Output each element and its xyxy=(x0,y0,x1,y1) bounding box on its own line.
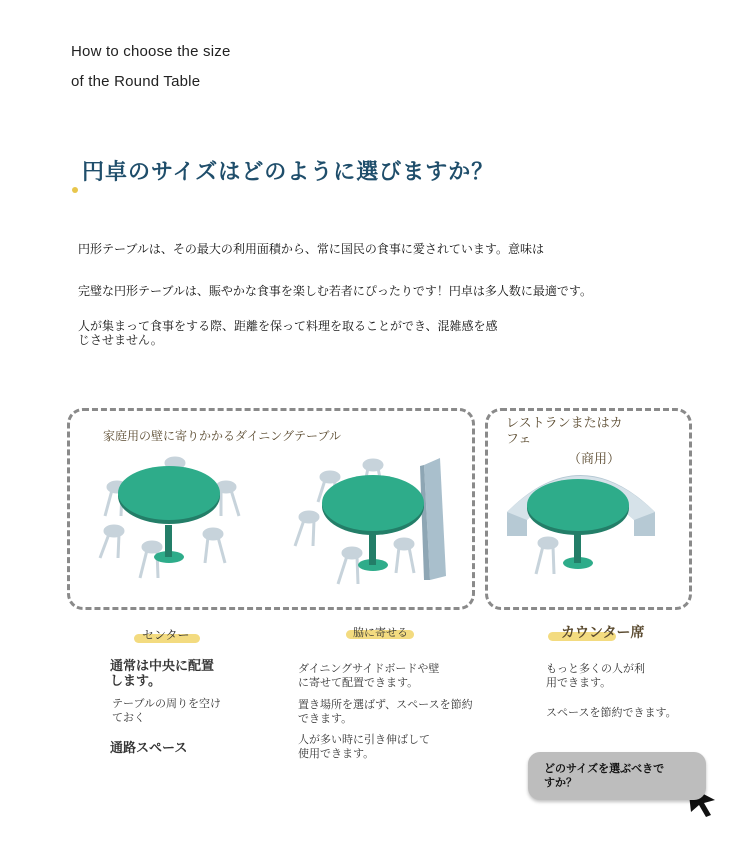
center-note-1-line2: します。 xyxy=(110,674,161,689)
choose-size-button-label xyxy=(544,762,694,790)
side-table xyxy=(322,475,424,571)
cta-line1: どのサイズを選ぶべきで xyxy=(544,762,665,775)
stool xyxy=(338,548,361,584)
side-note-2-line2: できます。 xyxy=(298,712,353,725)
center-note-2-line2: ておく xyxy=(112,711,145,724)
counter-note-1-line1: もっと多くの人が利 xyxy=(546,662,645,675)
side-note-3-line1: 人が多い時に引き伸ばして xyxy=(298,733,430,746)
commercial-sub-label: （商用） xyxy=(568,452,621,467)
caption-counter: カウンター席 xyxy=(561,625,645,641)
counter-stool xyxy=(536,538,557,574)
side-note-3-line2: 使用できます。 xyxy=(298,747,375,760)
center-note-1-line1: 通常は中央に配置 xyxy=(110,659,215,674)
paragraph-2: 完璧な円形テーブルは、賑やかな食事を楽しむ若者にぴったりです！円卓は多人数に最適です。 xyxy=(78,284,592,298)
center-note-1 xyxy=(110,659,214,689)
side-note-1-line1: ダイニングサイドボードや壁 xyxy=(298,662,440,675)
commercial-label-line1: レストランまたはカ xyxy=(506,416,623,431)
side-wall xyxy=(420,458,446,580)
caption-side: 脇に寄せる xyxy=(353,626,408,639)
center-note-3: 通路スペース xyxy=(110,741,188,756)
paragraph-1: 円形テーブルは、その最大の利用面積から、常に国民の食事に愛されています。意味は xyxy=(78,242,544,256)
cta-line2: すか？ xyxy=(544,776,577,789)
choose-size-button[interactable] xyxy=(528,752,706,800)
counter-table xyxy=(527,479,629,569)
page-title: 円卓のサイズはどのように選びますか？ xyxy=(82,160,495,185)
counter-note-1 xyxy=(546,662,645,690)
counter-note-2: スペースを節約できます。 xyxy=(546,706,677,719)
side-note-3 xyxy=(298,733,430,761)
commercial-label-line2: フェ xyxy=(506,432,532,447)
english-title-line1: How to choose the size xyxy=(71,43,231,60)
side-note-1-line2: に寄せて配置できます。 xyxy=(298,676,419,689)
side-note-2 xyxy=(298,698,473,726)
stool xyxy=(100,526,123,558)
center-table xyxy=(118,466,220,563)
stool xyxy=(395,539,414,573)
side-note-1 xyxy=(298,662,439,690)
stool xyxy=(217,482,239,516)
counter-note-1-line2: 用できます。 xyxy=(546,676,612,689)
center-note-2-line1: テーブルの周りを空け xyxy=(112,697,222,710)
center-note-2 xyxy=(112,697,221,725)
side-note-2-line1: 置き場所を選ばず、スペースを節約 xyxy=(298,698,473,711)
paragraph-3-line2: じさせません。 xyxy=(78,333,163,347)
caption-center: センター xyxy=(142,628,190,642)
stool xyxy=(204,529,225,563)
english-title-line2: of the Round Table xyxy=(71,73,201,90)
paragraph-3-line1: 人が集まって食事をする際、距離を保って料理を取ることができ、混雑感を感 xyxy=(78,319,498,333)
home-box-label: 家庭用の壁に寄りかかるダイニングテーブル xyxy=(103,429,341,443)
stool xyxy=(295,512,318,546)
